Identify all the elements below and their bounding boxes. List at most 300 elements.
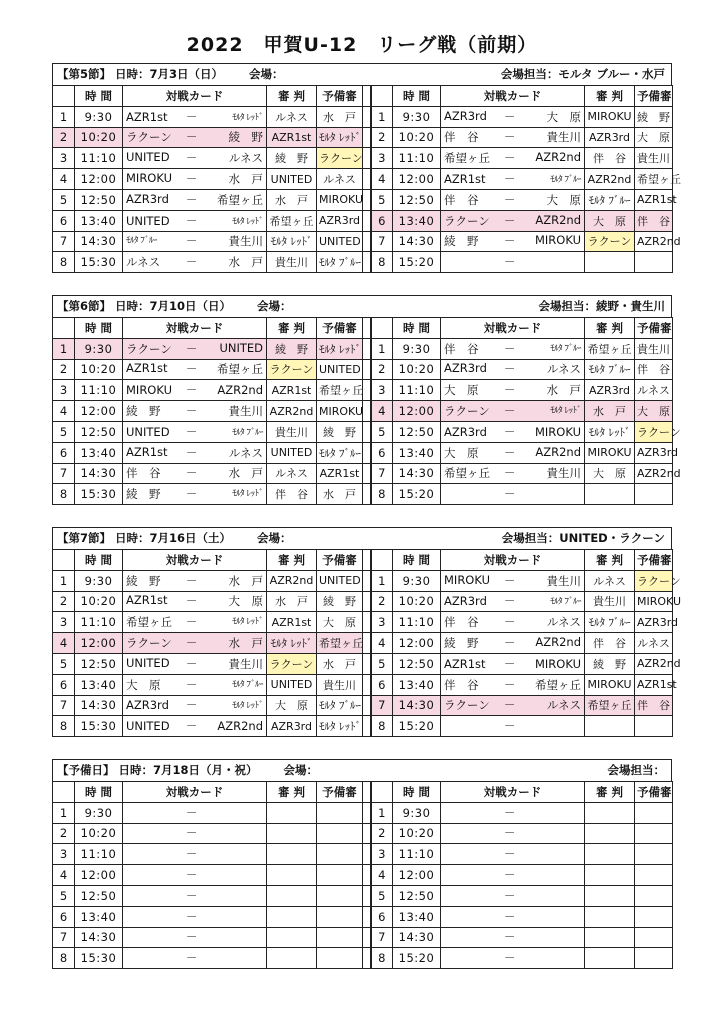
versus-dash: － [185,614,198,629]
match-row [53,570,673,591]
referee: 水 戸 [585,401,635,422]
match-row [53,401,673,422]
match-card [123,380,267,401]
sub-referee [317,885,363,906]
versus-dash: － [185,150,198,165]
referee: 伴 谷 [267,484,317,505]
referee: UNITED [267,169,317,190]
match-card [441,802,585,823]
round-date: 日時：7月16日（土） [115,531,232,545]
sub-referee: AZR3rd [317,210,363,231]
home-team: AZR1st [444,656,486,671]
col-ref: 審 判 [267,550,317,571]
home-team: 伴 谷 [444,341,479,356]
match-card [123,401,267,422]
column-header-row [53,782,673,803]
match-number: 6 [53,906,75,927]
match-card [441,865,585,886]
home-team: AZR1st [126,444,168,459]
sub-referee: 大 原 [635,127,673,148]
match-number: 2 [371,359,393,380]
match-card [123,906,267,927]
referee: ルネス [267,106,317,127]
column-gap [363,633,371,654]
sub-referee [635,865,673,886]
col-time: 時 間 [75,318,123,339]
away-team: AZR2nd [217,383,263,398]
home-team: 綾 野 [444,636,479,651]
round-section [52,527,682,737]
sub-referee [635,906,673,927]
match-number: 3 [371,844,393,865]
col-ref: 審 判 [267,782,317,803]
referee: 貴生川 [267,421,317,442]
referee: 伴 谷 [585,148,635,169]
sub-referee: 貴生川 [317,674,363,695]
match-card [123,865,267,886]
col-card: 対戦カード [441,86,585,107]
match-time: 10:20 [75,359,123,380]
match-time: 10:20 [393,823,441,844]
versus-dash: － [185,677,198,692]
schedule-table [52,85,681,273]
match-time: 9:30 [393,338,441,359]
sub-referee: ﾓﾙﾀ ﾌﾞﾙｰ [317,442,363,463]
round-venue: 会場： [257,531,292,545]
col-no [53,782,75,803]
match-time: 15:20 [393,948,441,969]
away-team: 貴生川 [546,466,581,481]
match-card [123,948,267,969]
column-gap [363,782,371,803]
away-team: 貴生川 [228,656,263,671]
match-time: 9:30 [393,106,441,127]
referee [585,716,635,737]
match-card [441,463,585,484]
match-time: 14:30 [75,695,123,716]
match-card [123,653,267,674]
away-team: 水 戸 [228,636,263,651]
match-row [53,802,673,823]
match-card [123,802,267,823]
match-card [441,169,585,190]
match-card [441,844,585,865]
match-time: 11:10 [75,380,123,401]
referee: AZR3rd [267,716,317,737]
versus-dash: － [185,930,198,945]
match-time: 13:40 [393,674,441,695]
sub-referee: MIROKU [635,591,673,612]
referee: ラクーン [267,653,317,674]
match-number: 4 [53,633,75,654]
versus-dash: － [503,403,516,418]
home-team: 大 原 [444,383,479,398]
round-header [52,295,672,317]
round-section [52,759,672,969]
referee: 綾 野 [267,148,317,169]
match-time: 9:30 [393,570,441,591]
versus-dash: － [185,867,198,882]
referee: AZR2nd [585,169,635,190]
home-team: 大 原 [444,445,479,460]
match-number: 6 [371,442,393,463]
match-card [441,421,585,442]
match-card [123,148,267,169]
home-team: AZR1st [126,593,168,608]
column-gap [363,86,371,107]
column-gap [363,359,371,380]
match-time: 15:20 [393,484,441,505]
column-gap [363,169,371,190]
col-no [53,550,75,571]
sub-referee: 伴 谷 [635,695,673,716]
column-gap [363,231,371,252]
referee: AZR3rd [585,127,635,148]
away-team: 大 原 [546,109,581,124]
away-team: ルネス [546,615,581,630]
col-ref: 審 判 [585,318,635,339]
match-time: 10:20 [393,359,441,380]
versus-dash: － [503,718,516,733]
match-time: 10:20 [393,591,441,612]
referee [585,484,635,505]
match-card [441,633,585,654]
match-time: 11:10 [75,612,123,633]
match-row [53,231,673,252]
column-gap [363,948,371,969]
away-team: ﾓﾙﾀ ﾚｯﾄﾞ [232,216,263,227]
home-team: 伴 谷 [444,677,479,692]
match-number: 2 [371,127,393,148]
match-number: 3 [53,612,75,633]
home-team: AZR3rd [444,594,487,609]
versus-dash: － [185,109,198,124]
match-time: 13:40 [393,442,441,463]
column-gap [363,570,371,591]
match-card [441,570,585,591]
match-number: 6 [371,906,393,927]
match-time: 15:30 [75,948,123,969]
match-row [53,695,673,716]
schedule-table [52,317,681,505]
match-row [53,844,673,865]
away-team: AZR2nd [535,444,581,459]
schedule-table [52,781,673,969]
referee [585,927,635,948]
home-team: AZR3rd [444,424,487,439]
home-team: AZR3rd [126,191,169,206]
match-number: 6 [371,674,393,695]
round-host: 会場担当： [607,763,665,777]
match-row [53,380,673,401]
match-number: 3 [53,380,75,401]
versus-dash: － [185,888,198,903]
versus-dash: － [185,805,198,820]
away-team: ルネス [546,698,581,713]
away-team: 貴生川 [546,130,581,145]
match-row [53,653,673,674]
match-time: 14:30 [393,927,441,948]
home-team: ラクーン [126,341,172,356]
round-label: 【第6節】 [57,299,112,313]
match-number: 1 [371,106,393,127]
match-card [441,653,585,674]
match-card [123,210,267,231]
versus-dash: － [503,950,516,965]
match-number: 8 [53,716,75,737]
sub-referee: 貴生川 [635,148,673,169]
sub-referee: AZR2nd [635,653,673,674]
referee: ﾓﾙﾀ ﾌﾞﾙｰ [585,612,635,633]
match-number: 8 [371,716,393,737]
round-label: 【第7節】 [57,531,112,545]
away-team: 綾 野 [228,130,263,145]
match-card [441,484,585,505]
col-sub: 予備審 [635,782,673,803]
match-time: 15:20 [393,252,441,273]
col-card: 対戦カード [123,550,267,571]
sub-referee: ルネス [635,633,673,654]
match-number: 4 [371,865,393,886]
match-card [123,421,267,442]
col-no [53,318,75,339]
match-number: 6 [53,674,75,695]
match-card [441,106,585,127]
away-team: UNITED [219,340,263,355]
column-gap [363,484,371,505]
versus-dash: － [503,362,516,377]
match-time: 15:20 [393,716,441,737]
home-team: 伴 谷 [126,466,161,481]
match-card [123,463,267,484]
versus-dash: － [503,192,516,207]
versus-dash: － [503,677,516,692]
sub-referee: ラクーン [317,148,363,169]
versus-dash: － [503,424,516,439]
match-number: 2 [53,591,75,612]
column-gap [363,442,371,463]
match-number: 3 [371,612,393,633]
match-number: 8 [53,948,75,969]
match-card [123,484,267,505]
versus-dash: － [185,213,198,228]
match-row [53,252,673,273]
match-card [441,674,585,695]
away-team: ﾓﾙﾀ ﾌﾞﾙｰ [550,597,581,608]
column-gap [363,927,371,948]
away-team: 希望ヶ丘 [217,362,263,377]
match-number: 7 [53,695,75,716]
page-title: 2022 甲賀U-12 リーグ戦（前期） [186,34,538,56]
sub-referee: AZR1st [317,463,363,484]
away-team: MIROKU [534,424,581,439]
versus-dash: － [503,930,516,945]
col-ref: 審 判 [267,86,317,107]
match-row [53,189,673,210]
match-number: 1 [53,338,75,359]
match-row [53,210,673,231]
match-card [441,127,585,148]
match-number: 3 [53,844,75,865]
versus-dash: － [503,614,516,629]
match-time: 13:40 [393,210,441,231]
referee: 綾 野 [267,338,317,359]
home-team: AZR3rd [444,108,487,123]
referee [267,802,317,823]
round-venue: 会場： [249,67,284,81]
referee [267,844,317,865]
match-number: 7 [53,927,75,948]
versus-dash: － [503,656,516,671]
sub-referee: ラクーン [635,421,673,442]
match-time: 15:30 [75,484,123,505]
match-number: 8 [371,484,393,505]
match-time: 12:00 [393,633,441,654]
sub-referee: 大 原 [317,612,363,633]
home-team: ラクーン [126,130,172,145]
match-number: 1 [53,570,75,591]
match-card [441,695,585,716]
match-number: 2 [53,359,75,380]
sub-referee: ﾓﾙﾀ ﾌﾞﾙｰ [317,695,363,716]
away-team: ﾓﾙﾀ ﾚｯﾄﾞ [232,489,263,500]
col-sub: 予備審 [317,318,363,339]
match-number: 7 [371,927,393,948]
match-card [123,612,267,633]
match-row [53,484,673,505]
sub-referee: ﾓﾙﾀ ﾚｯﾄﾞ [317,716,363,737]
col-no [371,86,393,107]
match-number: 7 [371,463,393,484]
sub-referee: 伴 谷 [635,210,673,231]
match-row [53,906,673,927]
referee: 貴生川 [585,591,635,612]
match-card [123,695,267,716]
away-team: 希望ヶ丘 [217,192,263,207]
match-time: 13:40 [393,906,441,927]
referee: ﾓﾙﾀ ﾚｯﾄﾞ [267,633,317,654]
versus-dash: － [185,171,198,186]
referee: AZR2nd [267,401,317,422]
round-date: 日時：7月18日（月・祝） [118,763,258,777]
match-time: 11:10 [75,148,123,169]
col-card: 対戦カード [123,318,267,339]
sub-referee [317,802,363,823]
match-time: 12:00 [75,401,123,422]
sub-referee [635,948,673,969]
column-gap [363,653,371,674]
versus-dash: － [503,826,516,841]
match-number: 2 [53,127,75,148]
referee: ルネス [585,570,635,591]
match-number: 6 [53,210,75,231]
round-venue: 会場： [257,299,292,313]
match-card [123,716,267,737]
sub-referee: AZR1st [635,674,673,695]
match-time: 11:10 [393,612,441,633]
home-team: 綾 野 [126,487,161,502]
col-no [53,86,75,107]
col-sub: 予備審 [635,318,673,339]
match-row [53,127,673,148]
sub-referee: 水 戸 [317,653,363,674]
match-card [123,189,267,210]
home-team: UNITED [126,150,170,165]
referee [267,865,317,886]
away-team: AZR2nd [217,719,263,734]
sub-referee: MIROKU [317,189,363,210]
away-team: ﾓﾙﾀ ﾚｯﾄﾞ [232,701,263,712]
match-card [123,127,267,148]
match-row [53,442,673,463]
versus-dash: － [503,573,516,588]
away-team: ﾓﾙﾀ ﾚｯﾄﾞ [232,617,263,628]
col-time: 時 間 [393,86,441,107]
away-team: AZR2nd [535,150,581,165]
match-card [441,231,585,252]
away-team: 貴生川 [546,573,581,588]
home-team: 伴 谷 [444,615,479,630]
match-row [53,674,673,695]
referee: 大 原 [585,210,635,231]
match-card [441,442,585,463]
column-gap [363,885,371,906]
referee: 伴 谷 [585,633,635,654]
sub-referee: 水 戸 [317,106,363,127]
sub-referee [635,484,673,505]
match-number: 5 [371,189,393,210]
match-number: 1 [371,338,393,359]
versus-dash: － [185,466,198,481]
home-team: MIROKU [126,171,173,186]
match-row [53,463,673,484]
match-time: 12:00 [393,169,441,190]
sub-referee: UNITED [317,231,363,252]
away-team: AZR2nd [535,635,581,650]
match-card [441,612,585,633]
away-team: 水 戸 [228,172,263,187]
match-row [53,169,673,190]
match-number: 4 [371,401,393,422]
match-card [441,380,585,401]
match-number: 3 [371,380,393,401]
referee: 希望ヶ丘 [585,338,635,359]
sub-referee: MIROKU [317,401,363,422]
versus-dash: － [185,254,198,269]
away-team: 大 原 [228,594,263,609]
away-team: 貴生川 [228,404,263,419]
match-row [53,927,673,948]
sub-referee [317,906,363,927]
sub-referee: 大 原 [635,401,673,422]
versus-dash: － [503,341,516,356]
sub-referee [317,844,363,865]
away-team: 水 戸 [228,573,263,588]
column-gap [363,716,371,737]
versus-dash: － [185,909,198,924]
referee: ﾓﾙﾀ ﾚｯﾄﾞ [585,421,635,442]
versus-dash: － [503,846,516,861]
match-number: 5 [371,653,393,674]
match-time: 14:30 [393,231,441,252]
versus-dash: － [185,573,198,588]
match-row [53,716,673,737]
round-host: 会場担当：綾野・貴生川 [538,299,665,313]
versus-dash: － [503,150,516,165]
match-time: 9:30 [75,106,123,127]
versus-dash: － [503,171,516,186]
sub-referee [317,948,363,969]
